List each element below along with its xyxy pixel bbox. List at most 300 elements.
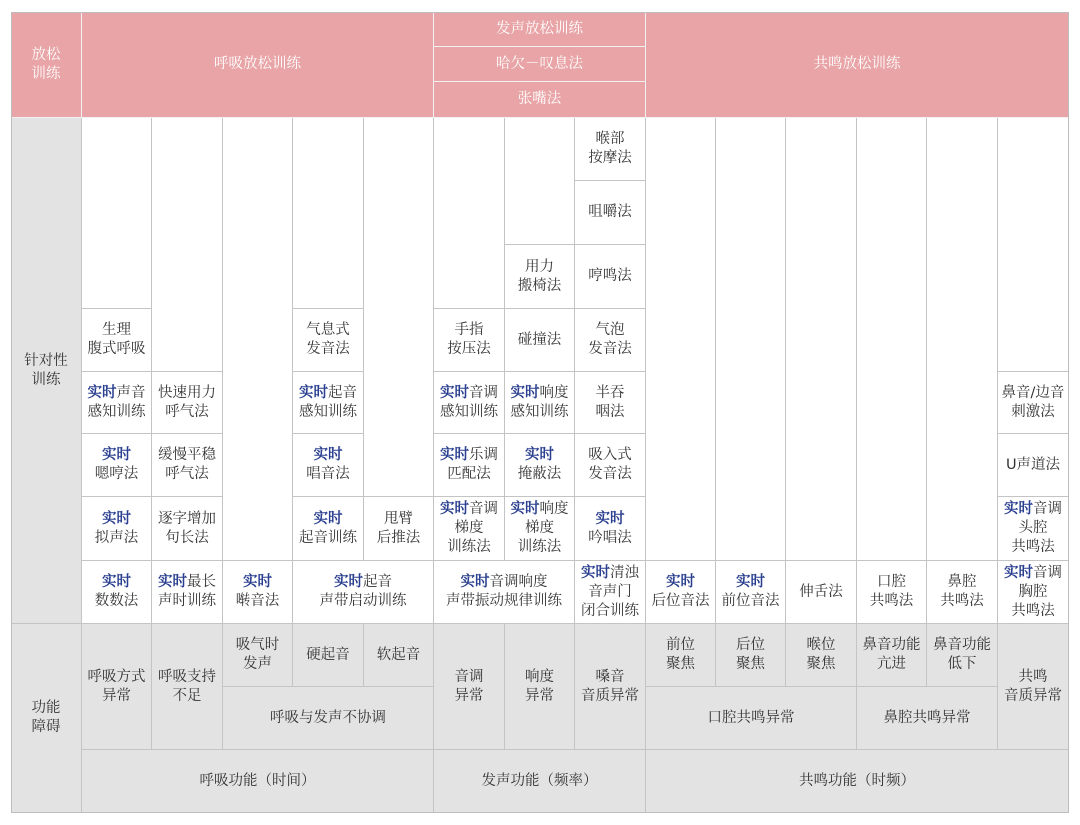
text-line: 聚焦: [666, 656, 695, 672]
realtime-tag: 实时: [1004, 501, 1033, 517]
realtime-tag: 实时: [440, 384, 469, 401]
empty-cell: [927, 118, 998, 561]
respiratory-relaxation: [82, 12, 434, 118]
function-phonation-text: 发声功能（频率）: [481, 772, 598, 789]
disorder-cell-text: [708, 709, 795, 728]
text-line: 快速用力: [158, 384, 216, 401]
text-line: 吟唱法: [588, 529, 632, 546]
disorder-cell: [434, 624, 505, 750]
text-line: [511, 500, 569, 519]
text-line: 前位: [666, 637, 695, 653]
method-cell-text: [518, 446, 562, 484]
text-line: 气息式: [306, 322, 350, 338]
text-line: 咽法: [595, 403, 625, 420]
method-cell: [857, 561, 927, 624]
text-line: U声道法: [1005, 456, 1061, 473]
text-line: 感知训练: [440, 403, 498, 420]
realtime-tag: 实时: [666, 574, 695, 590]
text-line: 用力: [525, 258, 554, 275]
text-line: 喉位: [806, 637, 836, 653]
text-line: [440, 500, 498, 519]
disorder-cell: [293, 624, 364, 687]
method-cell: [293, 434, 364, 497]
method-cell: [575, 434, 646, 497]
method-cell: [152, 561, 223, 624]
method-cell-text: [158, 510, 216, 548]
disorder-cell: [646, 624, 716, 687]
text-line: 音调: [454, 668, 484, 685]
method-cell: [575, 561, 646, 624]
empty-cell: [646, 118, 716, 561]
method-cell-wide-text: [446, 573, 562, 611]
method-cell-text: [799, 583, 843, 602]
method-cell: [998, 434, 1069, 497]
empty-cell: [716, 118, 786, 561]
method-text: 音调响度: [489, 574, 548, 590]
method-text: 音调: [469, 384, 498, 401]
disorder-cell: [575, 624, 646, 750]
text-line: 吸入式: [588, 447, 632, 463]
respiratory-relaxation-text: 呼吸放松训练: [214, 56, 301, 72]
method-cell: [575, 372, 646, 434]
method-cell-text: [95, 573, 139, 611]
text-line: 发音法: [306, 341, 350, 357]
text-line: 手指: [454, 322, 484, 338]
row-label-disorder-text: [32, 699, 61, 737]
text-line: 共鸣法: [1011, 539, 1055, 555]
method-cell: [152, 497, 223, 561]
disorder-cell: [857, 687, 998, 750]
text-line: 唱音法: [306, 466, 350, 482]
text-line: 感知训练: [87, 403, 146, 420]
realtime-tag: 实时: [313, 447, 343, 463]
text-line: 吸气时: [235, 637, 280, 653]
method-cell-text: [588, 446, 632, 484]
text-line: 数数法: [94, 593, 139, 609]
method-cell: [998, 372, 1069, 434]
text-line: 呼吸方式: [87, 668, 146, 685]
realtime-tag: 实时: [440, 501, 469, 517]
function-resonance: [646, 750, 1069, 813]
method-text: 最长: [187, 574, 216, 590]
text-line: 哼鸣法: [588, 268, 632, 284]
empty-cell: [223, 118, 293, 561]
method-cell-text: [581, 564, 639, 621]
method-cell-text: [588, 510, 632, 548]
method-cell: [575, 497, 646, 561]
method-cell-text: [511, 384, 569, 422]
method-cell: [786, 561, 857, 624]
empty-cell: [434, 118, 505, 309]
text-line: 掩蔽法: [517, 466, 562, 482]
method-cell-text: [306, 446, 350, 484]
text-line: [299, 384, 357, 403]
text-line: [581, 564, 639, 583]
realtime-tag: 实时: [440, 447, 469, 463]
method-cell: [505, 434, 575, 497]
text-line: 啭音法: [235, 593, 280, 609]
text-line: [320, 573, 407, 592]
realtime-tag: 实时: [510, 384, 540, 401]
text-line: 后位: [736, 637, 765, 653]
disorder-cell: [786, 624, 857, 687]
method-cell-text: [870, 573, 914, 611]
text-line: 鼻音/边音: [1001, 384, 1065, 401]
text-line: 发声: [243, 656, 272, 672]
method-cell-text: [299, 384, 357, 422]
method-cell-text: [518, 258, 562, 296]
text-line: 聚焦: [736, 656, 765, 672]
disorder-cell: [716, 624, 786, 687]
disorder-cell-text: [933, 636, 991, 674]
method-cell: [575, 245, 646, 309]
method-cell: [575, 309, 646, 372]
text-line: 声带启动训练: [319, 593, 407, 609]
text-line: 训练: [31, 371, 61, 388]
realtime-tag: 实时: [313, 510, 343, 527]
realtime-tag: 实时: [510, 501, 540, 517]
realtime-tag: 实时: [460, 574, 490, 590]
method-text: 音调: [1033, 564, 1062, 581]
text-line: 鼻腔共鸣异常: [883, 709, 971, 726]
method-cell-text: [377, 510, 421, 548]
text-line: 音质异常: [1004, 687, 1062, 704]
phonation-relaxation: [434, 12, 646, 47]
resonance-relaxation-text: 共鸣放松训练: [813, 56, 901, 72]
empty-cell: [998, 118, 1069, 372]
text-line: 腹式呼吸: [87, 341, 146, 357]
method-cell: [434, 309, 505, 372]
yawn-sigh-method: [434, 47, 646, 82]
text-line: 按压法: [447, 341, 491, 357]
method-cell-text: [306, 321, 350, 359]
text-line: 共鸣法: [940, 593, 984, 609]
text-line: [440, 446, 498, 465]
method-cell-wide-text: [320, 573, 407, 611]
disorder-cell: [223, 624, 293, 687]
method-cell-wide: [293, 561, 434, 624]
text-line: 软起音: [376, 646, 421, 663]
disorder-cell-text: [666, 636, 695, 674]
text-line: 呼吸与发声不协调: [270, 709, 386, 726]
text-line: 嗯哼法: [94, 466, 139, 482]
realtime-tag: 实时: [158, 574, 187, 590]
text-line: 感知训练: [299, 403, 357, 420]
method-cell: [434, 497, 505, 561]
method-cell-text: [588, 130, 632, 168]
row-label-targeted: [11, 118, 82, 624]
text-line: 嗓音: [595, 668, 625, 685]
resonance-relaxation: [646, 12, 1069, 118]
disorder-cell: [927, 624, 998, 687]
method-cell: [505, 372, 575, 434]
text-line: [652, 573, 710, 592]
disorder-cell-text: [807, 636, 836, 674]
method-cell-text: [652, 573, 710, 611]
disorder-cell-text: [863, 636, 921, 674]
text-line: 头腔: [1018, 520, 1048, 536]
method-cell: [152, 434, 223, 497]
method-cell: [223, 561, 293, 624]
method-cell-text: [722, 573, 780, 611]
method-cell: [716, 561, 786, 624]
realtime-tag: 实时: [102, 574, 131, 590]
method-cell: [998, 561, 1069, 624]
text-line: [299, 510, 357, 529]
method-cell: [82, 497, 152, 561]
text-line: [95, 573, 139, 592]
realtime-tag: 实时: [736, 574, 765, 590]
method-text: 音调: [1033, 501, 1062, 517]
disorder-cell-text: [884, 709, 971, 728]
phonation-relaxation-text: 发声放松训练: [496, 20, 583, 37]
method-cell-text: [511, 500, 569, 557]
text-line: 共鸣法: [1011, 602, 1055, 619]
method-cell: [293, 497, 364, 561]
method-cell: [82, 561, 152, 624]
text-line: 甩臂: [384, 510, 413, 527]
text-line: 硬起音: [306, 646, 350, 663]
text-line: 按摩法: [588, 150, 632, 166]
method-cell: [293, 309, 364, 372]
text-line: 低下: [947, 656, 977, 672]
method-cell-text: [440, 500, 498, 557]
method-cell-text: [95, 446, 139, 484]
text-line: 喉部: [595, 131, 625, 147]
disorder-cell-text: [88, 668, 146, 706]
disorder-cell-text: [1004, 668, 1062, 706]
method-cell-text: [596, 384, 625, 422]
text-line: 异常: [102, 687, 131, 704]
method-cell: [505, 497, 575, 561]
text-line: 句长法: [165, 529, 209, 546]
text-line: 音质异常: [581, 687, 639, 704]
text-line: 声带振动规律训练: [446, 593, 562, 609]
text-line: 生理: [102, 322, 131, 338]
text-line: 搬椅法: [517, 277, 562, 294]
text-line: [95, 446, 139, 465]
text-line: [511, 384, 569, 403]
realtime-tag: 实时: [1004, 564, 1033, 581]
text-line: [722, 573, 780, 592]
text-line: 响度: [525, 668, 554, 685]
empty-cell: [364, 118, 434, 497]
method-cell: [152, 372, 223, 434]
method-cell-text: [1004, 564, 1062, 621]
text-line: [306, 446, 350, 465]
method-text: 音调: [469, 501, 498, 517]
method-cell: [998, 497, 1069, 561]
text-line: 起音训练: [299, 529, 357, 546]
method-cell-text: [447, 321, 491, 359]
text-line: 功能: [31, 700, 61, 716]
method-cell: [575, 118, 646, 181]
realtime-tag: 实时: [525, 447, 554, 463]
method-cell-wide: [434, 561, 575, 624]
method-cell-text: [158, 573, 216, 611]
method-cell: [293, 372, 364, 434]
method-cell-text: [236, 573, 280, 611]
method-text: 清浊: [610, 564, 639, 581]
text-line: 训练法: [447, 539, 491, 555]
method-cell: [82, 434, 152, 497]
text-line: 声时训练: [158, 593, 216, 609]
empty-cell: [293, 118, 364, 309]
method-cell: [434, 434, 505, 497]
realtime-tag: 实时: [102, 447, 131, 463]
text-line: [158, 573, 216, 592]
disorder-cell-text: [581, 668, 639, 706]
text-line: 前位音法: [721, 593, 780, 609]
text-line: 口腔共鸣异常: [707, 709, 795, 726]
disorder-cell-text: [525, 668, 554, 706]
disorder-cell: [82, 624, 152, 750]
row-label-disorder: [11, 624, 82, 813]
method-text: 声音: [116, 384, 146, 401]
text-line: 鼻音功能: [933, 637, 991, 653]
disorder-cell-text: [736, 636, 765, 674]
function-phonation: [434, 750, 646, 813]
text-line: 发音法: [588, 466, 632, 482]
disorder-cell-text: [158, 668, 216, 706]
text-line: 气泡: [595, 322, 625, 338]
disorder-cell: [364, 624, 434, 687]
method-text: 响度: [539, 384, 569, 401]
realtime-tag: 实时: [102, 510, 131, 527]
realtime-tag: 实时: [334, 574, 363, 590]
method-cell-text: [588, 267, 632, 286]
function-resonance-text: 共鸣功能（时频）: [799, 772, 915, 789]
text-line: 亢进: [877, 656, 906, 672]
empty-cell: [152, 118, 223, 372]
realtime-tag: 实时: [87, 384, 117, 401]
method-cell-text: [158, 446, 216, 484]
method-cell-text: [588, 321, 632, 359]
disorder-cell: [152, 624, 223, 750]
method-cell: [82, 372, 152, 434]
function-respiration-text: 呼吸功能（时间）: [199, 772, 316, 789]
text-line: 伸舌法: [799, 583, 843, 600]
disorder-cell-text: [306, 646, 350, 665]
method-cell-text: [88, 321, 146, 359]
open-mouth-method: [434, 82, 646, 118]
realtime-tag: 实时: [581, 564, 610, 581]
text-line: 后推法: [376, 529, 421, 546]
disorder-cell-text: [270, 709, 386, 728]
text-line: 障碍: [31, 719, 61, 735]
text-line: 鼻音功能: [862, 637, 921, 653]
text-line: [95, 510, 139, 529]
text-line: 半吞: [595, 384, 625, 401]
text-line: 缓慢平稳: [158, 447, 216, 463]
method-cell: [434, 372, 505, 434]
method-cell-text: [1004, 500, 1062, 557]
empty-cell: [505, 118, 575, 245]
text-line: 咀嚼法: [588, 204, 632, 220]
text-line: 感知训练: [510, 403, 569, 420]
text-line: 异常: [454, 687, 484, 704]
text-line: 碰撞法: [517, 331, 562, 348]
text-line: 胸腔: [1018, 583, 1048, 600]
text-line: 逐字增加: [158, 510, 216, 527]
method-cell-text: [299, 510, 357, 548]
method-text: 乐调: [469, 447, 498, 463]
text-line: 发音法: [588, 341, 632, 357]
text-line: [88, 384, 146, 403]
method-cell: [505, 309, 575, 372]
text-line: 音声门: [588, 583, 632, 600]
text-line: 鼻腔: [947, 574, 977, 590]
method-text: 响度: [539, 501, 569, 517]
disorder-cell-text: [377, 646, 421, 665]
yawn-sigh-method-text: 哈欠－叹息法: [496, 55, 583, 72]
row-label-relaxation-text: [32, 46, 61, 84]
text-line: 异常: [525, 687, 554, 704]
text-line: 放松: [31, 46, 61, 63]
text-line: 拟声法: [94, 529, 139, 546]
text-line: 共鸣: [1018, 668, 1048, 685]
method-cell: [575, 181, 646, 245]
method-cell-text: [440, 384, 498, 422]
text-line: 口腔: [877, 574, 906, 590]
method-cell-text: [158, 384, 216, 422]
method-cell-text: [95, 510, 139, 548]
method-cell: [82, 309, 152, 372]
method-cell: [646, 561, 716, 624]
text-line: 呼气法: [165, 466, 209, 482]
text-line: 后位音法: [651, 593, 710, 609]
method-cell-text: [440, 446, 498, 484]
text-line: [446, 573, 562, 592]
method-cell: [927, 561, 998, 624]
text-line: 梯度: [454, 520, 484, 536]
text-line: 共鸣法: [869, 593, 914, 609]
text-line: 聚焦: [806, 656, 836, 672]
function-respiration: [82, 750, 434, 813]
row-label-relaxation: [11, 12, 82, 118]
text-line: [518, 446, 562, 465]
empty-cell: [82, 118, 152, 309]
method-cell: [505, 245, 575, 309]
disorder-cell-text: [455, 668, 484, 706]
text-line: 训练法: [517, 539, 562, 555]
disorder-cell: [505, 624, 575, 750]
text-line: 训练: [31, 65, 61, 82]
text-line: 不足: [172, 687, 202, 704]
method-cell-text: [940, 573, 984, 611]
disorder-cell-text: [236, 636, 280, 674]
text-line: 刺激法: [1011, 403, 1055, 420]
method-cell-text: [1002, 384, 1065, 422]
empty-cell: [857, 118, 927, 561]
method-cell-text: [88, 384, 146, 422]
text-line: 呼气法: [165, 403, 209, 420]
method-cell-text: [588, 203, 632, 222]
text-line: [236, 573, 280, 592]
method-cell: [364, 497, 434, 561]
text-line: 梯度: [525, 520, 554, 536]
realtime-tag: 实时: [299, 384, 328, 401]
disorder-cell: [857, 624, 927, 687]
text-line: [588, 510, 632, 529]
realtime-tag: 实时: [243, 574, 272, 590]
text-line: 呼吸支持: [158, 668, 216, 685]
text-line: 匹配法: [447, 466, 491, 482]
text-line: [440, 384, 498, 403]
method-text: 起音: [363, 574, 392, 590]
text-line: 针对性: [24, 352, 68, 369]
realtime-tag: 实时: [595, 510, 625, 527]
